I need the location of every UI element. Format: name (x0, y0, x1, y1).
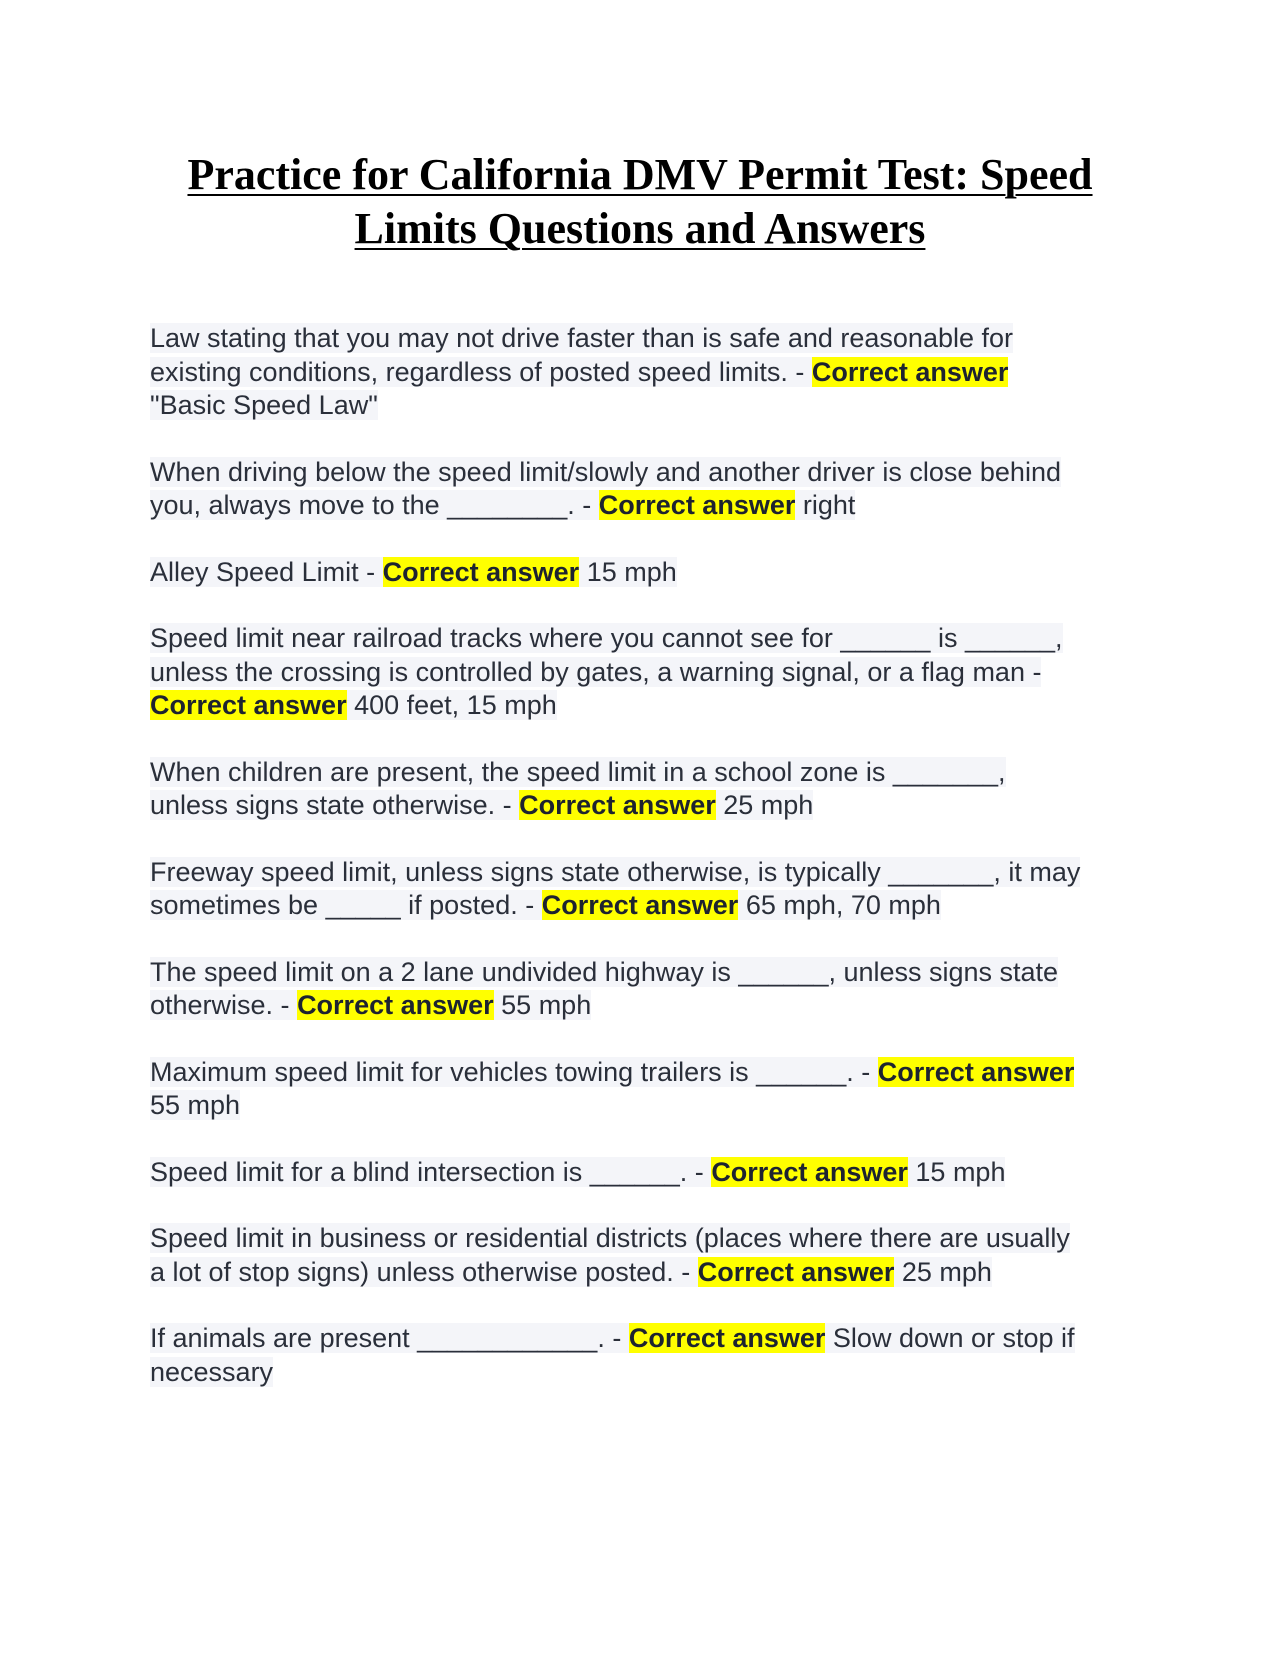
correct-answer-highlight: Correct answer (628, 1323, 826, 1353)
correct-answer-highlight: Correct answer (382, 556, 580, 587)
question-text: Maximum speed limit for vehicles towing trailers is ______. - (150, 1056, 878, 1087)
answer-text: 400 feet, 15 mph (346, 690, 557, 720)
question-text: If animals are present ____________. - (150, 1323, 629, 1353)
qa-item (150, 1056, 1090, 1123)
question-text: The speed limit on a 2 lane undivided highway is ______, unless signs state otherwise. - (150, 956, 1059, 1020)
question-text: When driving below the speed limit/slowly and another driver is close behind you, always move to the ________. - (150, 456, 1061, 520)
correct-answer-highlight: Correct answer (711, 1156, 908, 1187)
question-text: Speed limit for a blind intersection is ______. - (150, 1156, 712, 1187)
question-text: When children are present, the speed limit in a school zone is _______, unless signs state otherwise. - (150, 756, 1006, 820)
qa-item (150, 956, 1090, 1023)
correct-answer-highlight: Correct answer (541, 890, 739, 920)
qa-item (150, 622, 1090, 723)
answer-text: 55 mph (493, 990, 592, 1020)
qa-item (150, 322, 1090, 423)
qa-item (150, 456, 1090, 523)
answer-text: 15 mph (579, 556, 677, 587)
qa-item (150, 556, 1090, 590)
qa-list (150, 322, 1090, 1422)
answer-text: 15 mph (907, 1156, 1006, 1187)
answer-text: Slow down or stop if necessary (150, 1323, 1075, 1387)
correct-answer-highlight: Correct answer (519, 790, 716, 820)
answer-text: right (795, 490, 856, 520)
qa-item (150, 1156, 1090, 1190)
qa-item (150, 1222, 1090, 1289)
correct-answer-highlight: Correct answer (877, 1056, 1075, 1087)
document-title: Practice for California DMV Permit Test: Speed Limits Questions and Answers (187, 150, 1093, 253)
question-text: Freeway speed limit, unless signs state otherwise, is typically _______, it may sometimes be _____ if posted. - (150, 856, 1081, 920)
question-text: Law stating that you may not drive faster than is safe and reasonable for existing conditions, regardless of posted speed limits. - (150, 323, 1013, 387)
correct-answer-highlight: Correct answer (150, 690, 347, 720)
qa-item (150, 1322, 1090, 1389)
answer-text: 55 mph (150, 1090, 241, 1120)
correct-answer-highlight: Correct answer (811, 356, 1009, 387)
qa-item (150, 756, 1090, 823)
answer-text: "Basic Speed Law" (150, 390, 378, 420)
correct-answer-highlight: Correct answer (297, 990, 494, 1020)
correct-answer-highlight: Correct answer (598, 490, 796, 520)
answer-text: 25 mph (894, 1256, 992, 1287)
answer-text: 65 mph, 70 mph (738, 890, 941, 920)
correct-answer-highlight: Correct answer (697, 1256, 895, 1287)
answer-text: 25 mph (715, 790, 814, 820)
question-text: Speed limit in business or residential districts (places where there are usually a lot of stop signs) unless otherwise posted. - (150, 1223, 1070, 1287)
qa-item (150, 856, 1090, 923)
question-text: Alley Speed Limit - (150, 556, 383, 587)
question-text: Speed limit near railroad tracks where you cannot see for ______ is ______, unless the crossing is controlled by gates, a warning signal, or a flag man - (150, 623, 1063, 687)
